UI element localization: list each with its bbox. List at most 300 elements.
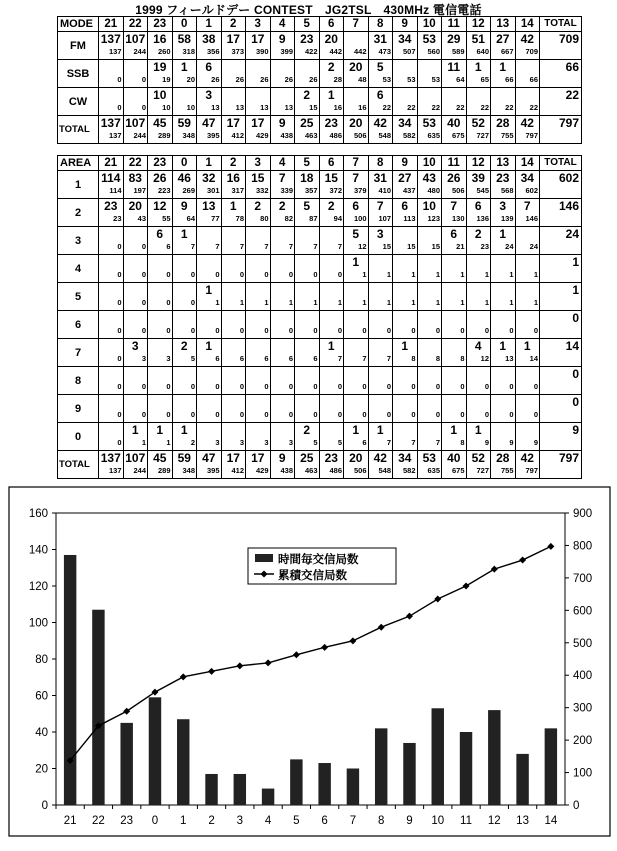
hour-cell <box>197 423 222 451</box>
total-header: TOTAL <box>540 156 582 171</box>
cumulative-value: 442 <box>353 47 367 56</box>
hour-cell <box>99 395 124 423</box>
hour-cell <box>197 339 222 367</box>
page-title: 1999 フィールドデー CONTEST JG2TSL 430MHz 電信電話 <box>135 3 482 17</box>
cumulative-value: 0 <box>386 326 391 335</box>
hour-cell <box>123 88 148 116</box>
hour-cell <box>197 283 222 311</box>
line-point <box>180 673 187 680</box>
hour-cell <box>246 171 271 199</box>
bar <box>262 789 274 805</box>
cumulative-value: 15 <box>382 242 391 251</box>
hourly-value <box>124 311 148 325</box>
cumulative-value: 1 <box>362 270 367 279</box>
cumulative-value: 0 <box>141 298 146 307</box>
hour-cell <box>368 339 393 367</box>
hour-cell <box>197 255 222 283</box>
row-label: TOTAL <box>58 116 99 144</box>
hourly-value: 2 <box>278 199 286 213</box>
hourly-value <box>271 423 295 437</box>
bar <box>205 774 217 805</box>
hourly-value: 5 <box>303 199 311 213</box>
row-total <box>540 32 582 60</box>
x-tick-label: 13 <box>516 815 529 827</box>
cumulative-value: 64 <box>186 214 195 223</box>
cumulative-value: 0 <box>460 410 465 419</box>
row-total <box>540 227 582 255</box>
cumulative-value: 727 <box>476 131 489 140</box>
hourly-value: 12 <box>153 199 167 213</box>
cumulative-value: 486 <box>329 466 342 475</box>
cumulative-value: 43 <box>137 214 146 223</box>
hourly-value: 83 <box>128 171 142 185</box>
cumulative-value: 568 <box>500 186 514 195</box>
hour-cell <box>368 367 393 395</box>
line-point <box>378 624 385 631</box>
cumulative-value: 13 <box>505 354 514 363</box>
hourly-value: 5 <box>376 60 384 74</box>
hourly-value: 42 <box>373 451 387 465</box>
hour-cell <box>515 199 540 227</box>
cumulative-value: 26 <box>235 75 244 84</box>
row-total-value: 9 <box>572 423 579 437</box>
hour-cell <box>393 32 418 60</box>
legend <box>248 548 396 584</box>
hour-cell <box>123 423 148 451</box>
cumulative-value: 1 <box>166 438 171 447</box>
cumulative-value: 289 <box>157 466 171 475</box>
hour-cell <box>246 423 271 451</box>
cumulative-value: 0 <box>141 326 146 335</box>
hour-cell <box>393 395 418 423</box>
hour-cell <box>246 451 271 479</box>
hour-cell <box>417 227 442 255</box>
cumulative-value: 473 <box>378 47 391 56</box>
cumulative-value: 506 <box>451 186 465 195</box>
hour-cell <box>221 255 246 283</box>
hourly-value: 9 <box>278 451 286 465</box>
cumulative-value: 48 <box>358 75 367 84</box>
hour-header: 11 <box>442 17 467 32</box>
cumulative-value: 429 <box>255 131 269 140</box>
hourly-value: 42 <box>520 116 534 130</box>
hourly-value <box>320 423 344 437</box>
hour-cell <box>442 32 467 60</box>
hour-cell <box>417 395 442 423</box>
hourly-value: 34 <box>398 116 412 130</box>
hourly-value <box>148 339 172 353</box>
hour-cell <box>442 199 467 227</box>
hourly-value: 23 <box>496 171 510 185</box>
x-tick-label: 9 <box>406 815 413 827</box>
cumulative-value: 2 <box>190 438 195 447</box>
hour-cell <box>515 32 540 60</box>
column-header: AREA <box>58 156 99 171</box>
cumulative-value: 7 <box>386 354 391 363</box>
hourly-value: 1 <box>376 423 384 437</box>
hour-cell <box>221 367 246 395</box>
hourly-value <box>491 88 515 102</box>
hour-cell <box>246 339 271 367</box>
cumulative-value: 412 <box>231 131 244 140</box>
cumulative-value: 1 <box>435 298 440 307</box>
cumulative-value: 480 <box>427 186 440 195</box>
table-row <box>58 283 582 311</box>
row-label: 3 <box>58 227 99 255</box>
hour-cell <box>221 116 246 144</box>
cumulative-value: 301 <box>206 186 220 195</box>
hour-header: 13 <box>491 156 516 171</box>
right-tick-label: 600 <box>573 605 593 618</box>
cumulative-value: 100 <box>353 214 367 223</box>
hour-cell <box>221 423 246 451</box>
row-total-value: 1 <box>572 283 579 297</box>
hour-cell <box>442 88 467 116</box>
hourly-value <box>442 367 466 381</box>
hourly-value <box>369 255 393 269</box>
hourly-value: 9 <box>278 32 286 46</box>
line-point <box>463 583 470 590</box>
hour-cell <box>319 88 344 116</box>
cumulative-value: 486 <box>329 131 342 140</box>
hour-cell <box>246 227 271 255</box>
hourly-value <box>369 395 393 409</box>
right-tick-label: 0 <box>573 800 580 812</box>
hourly-value <box>442 255 466 269</box>
cumulative-value: 269 <box>182 186 195 195</box>
hour-cell <box>466 60 491 88</box>
hour-cell <box>99 171 124 199</box>
hour-cell <box>393 199 418 227</box>
hourly-value <box>516 60 540 74</box>
hourly-value: 19 <box>153 60 167 74</box>
hourly-value: 1 <box>474 60 482 74</box>
hour-cell <box>491 339 516 367</box>
hourly-value <box>271 339 295 353</box>
table-row <box>58 199 582 227</box>
table-row <box>58 227 582 255</box>
cumulative-value: 26 <box>284 75 293 84</box>
hourly-value <box>295 339 319 353</box>
hourly-value: 6 <box>401 199 409 213</box>
cumulative-value: 94 <box>333 214 342 223</box>
cumulative-value: 0 <box>288 410 293 419</box>
hourly-value: 31 <box>373 171 387 185</box>
hourly-value <box>148 395 172 409</box>
cumulative-value: 1 <box>533 298 538 307</box>
row-label: 4 <box>58 255 99 283</box>
cumulative-value: 582 <box>402 466 416 475</box>
hourly-value <box>467 255 491 269</box>
hourly-value: 10 <box>153 88 167 102</box>
hour-cell <box>172 395 197 423</box>
cumulative-value: 357 <box>304 186 318 195</box>
right-tick-label: 800 <box>573 540 593 553</box>
hour-cell <box>221 227 246 255</box>
hour-cell <box>393 339 418 367</box>
cumulative-value: 506 <box>353 131 367 140</box>
cumulative-value: 26 <box>309 75 318 84</box>
bar <box>403 743 415 805</box>
cumulative-value: 0 <box>166 326 171 335</box>
row-label: 7 <box>58 339 99 367</box>
hourly-value <box>271 88 295 102</box>
row-total <box>540 311 582 339</box>
hour-cell <box>442 395 467 423</box>
cumulative-value: 0 <box>288 382 293 391</box>
hour-cell <box>417 311 442 339</box>
hour-cell <box>466 423 491 451</box>
hour-cell <box>442 283 467 311</box>
cumulative-value: 15 <box>309 103 318 112</box>
hour-cell <box>99 283 124 311</box>
row-total-value: 797 <box>558 116 579 130</box>
hour-cell <box>221 451 246 479</box>
hour-cell <box>172 283 197 311</box>
cumulative-value: 0 <box>264 410 269 419</box>
hour-cell <box>466 116 491 144</box>
hour-cell <box>221 171 246 199</box>
hourly-value <box>99 395 123 409</box>
cumulative-value: 0 <box>362 410 367 419</box>
cumulative-value: 0 <box>313 382 318 391</box>
row-label: 5 <box>58 283 99 311</box>
hour-cell <box>172 171 197 199</box>
hour-header: 1 <box>197 156 222 171</box>
cumulative-value: 438 <box>280 131 293 140</box>
hour-cell <box>221 283 246 311</box>
hourly-value <box>222 255 246 269</box>
cumulative-value: 0 <box>190 270 195 279</box>
hour-cell <box>197 311 222 339</box>
hour-cell <box>344 171 369 199</box>
hour-header: 8 <box>368 17 393 32</box>
cumulative-value: 545 <box>476 186 489 195</box>
x-tick-label: 6 <box>321 815 328 827</box>
cumulative-value: 64 <box>456 75 465 84</box>
hour-cell <box>221 199 246 227</box>
hourly-value: 25 <box>300 116 314 130</box>
cumulative-value: 6 <box>215 354 220 363</box>
hour-cell <box>442 255 467 283</box>
cumulative-value: 797 <box>525 466 538 475</box>
hour-cell <box>417 199 442 227</box>
hour-header: 23 <box>148 17 173 32</box>
hour-cell <box>295 395 320 423</box>
hour-cell <box>172 60 197 88</box>
hour-cell <box>197 367 222 395</box>
hourly-value <box>418 367 442 381</box>
cumulative-value: 13 <box>260 103 269 112</box>
row-total <box>540 199 582 227</box>
hour-cell <box>270 367 295 395</box>
hour-cell <box>148 60 173 88</box>
hourly-value <box>418 227 442 241</box>
hourly-value <box>222 367 246 381</box>
line-point <box>519 557 526 564</box>
hourly-value <box>173 395 197 409</box>
cumulative-value: 0 <box>141 75 146 84</box>
hour-header: 6 <box>319 156 344 171</box>
hour-header: 3 <box>246 156 271 171</box>
hourly-value: 32 <box>202 171 216 185</box>
hourly-value: 16 <box>153 32 167 46</box>
hour-cell <box>295 255 320 283</box>
hour-cell <box>368 199 393 227</box>
hourly-value: 2 <box>327 60 335 74</box>
hour-cell <box>123 451 148 479</box>
hour-cell <box>442 116 467 144</box>
hour-cell <box>270 199 295 227</box>
hourly-value <box>222 423 246 437</box>
hour-cell <box>295 367 320 395</box>
hour-cell <box>417 171 442 199</box>
hour-cell <box>295 171 320 199</box>
hourly-value: 6 <box>352 199 360 213</box>
hour-cell <box>172 451 197 479</box>
hourly-value: 1 <box>352 255 360 269</box>
hourly-value: 23 <box>300 32 314 46</box>
line-point <box>293 651 300 658</box>
hourly-value: 1 <box>499 227 507 241</box>
hourly-value: 1 <box>327 88 335 102</box>
hourly-value <box>467 283 491 297</box>
hour-cell <box>442 367 467 395</box>
hourly-value: 3 <box>131 339 139 353</box>
hourly-value: 137 <box>100 451 121 465</box>
row-total-value: 24 <box>565 227 579 241</box>
hourly-value <box>320 367 344 381</box>
cumulative-value: 16 <box>358 103 367 112</box>
cumulative-value: 136 <box>476 214 489 223</box>
hourly-value <box>271 227 295 241</box>
hour-cell <box>270 171 295 199</box>
hour-cell <box>491 311 516 339</box>
cumulative-value: 0 <box>166 382 171 391</box>
hourly-value <box>491 255 515 269</box>
hourly-value: 6 <box>205 60 213 74</box>
hour-header: 7 <box>344 156 369 171</box>
cumulative-value: 12 <box>358 242 367 251</box>
hourly-value <box>99 423 123 437</box>
cumulative-value: 0 <box>190 410 195 419</box>
legend-bar-label: 時間毎交信局数 <box>278 554 359 566</box>
hourly-value <box>320 255 344 269</box>
hour-cell <box>148 423 173 451</box>
cumulative-value: 0 <box>337 410 342 419</box>
cumulative-value: 548 <box>378 466 391 475</box>
hour-cell <box>393 451 418 479</box>
cumulative-value: 10 <box>162 103 171 112</box>
hourly-value <box>393 395 417 409</box>
hour-cell <box>393 255 418 283</box>
hourly-value: 1 <box>131 423 139 437</box>
cumulative-value: 0 <box>362 382 367 391</box>
cumulative-value: 0 <box>166 298 171 307</box>
hourly-value <box>246 60 270 74</box>
cumulative-value: 506 <box>353 466 367 475</box>
hourly-value <box>197 255 221 269</box>
hourly-value <box>295 311 319 325</box>
hourly-value <box>246 339 270 353</box>
bar <box>149 697 161 805</box>
hour-header: 14 <box>515 156 540 171</box>
hour-cell <box>197 116 222 144</box>
cumulative-value: 356 <box>206 47 220 56</box>
hourly-value: 20 <box>349 116 363 130</box>
left-tick-label: 20 <box>35 763 48 776</box>
hour-cell <box>491 451 516 479</box>
hour-header: 10 <box>417 156 442 171</box>
hour-cell <box>466 367 491 395</box>
cumulative-value: 8 <box>435 354 440 363</box>
hourly-value: 5 <box>352 227 360 241</box>
hour-cell <box>344 367 369 395</box>
hour-cell <box>270 32 295 60</box>
row-total <box>540 60 582 88</box>
hourly-value: 52 <box>471 451 485 465</box>
cumulative-value: 348 <box>182 466 195 475</box>
table-row <box>58 171 582 199</box>
hour-cell <box>99 116 124 144</box>
table-row <box>58 395 582 423</box>
cumulative-value: 1 <box>337 298 342 307</box>
hourly-value: 31 <box>373 32 387 46</box>
hour-cell <box>515 255 540 283</box>
hour-cell <box>466 339 491 367</box>
cumulative-value: 317 <box>231 186 244 195</box>
hour-cell <box>515 88 540 116</box>
right-tick-label: 400 <box>573 670 593 683</box>
cumulative-value: 137 <box>108 131 122 140</box>
hourly-value: 28 <box>496 116 510 130</box>
bar <box>488 710 500 805</box>
hour-cell <box>319 367 344 395</box>
hour-cell <box>344 32 369 60</box>
cumulative-value: 7 <box>435 438 440 447</box>
left-tick-label: 120 <box>28 581 48 593</box>
cumulative-value: 1 <box>460 298 465 307</box>
x-tick-label: 10 <box>431 815 445 827</box>
hour-cell <box>417 451 442 479</box>
hourly-value: 4 <box>474 339 482 353</box>
row-label: 2 <box>58 199 99 227</box>
hourly-value <box>271 60 295 74</box>
cumulative-value: 1 <box>264 298 269 307</box>
hourly-value: 1 <box>401 339 409 353</box>
hourly-value: 27 <box>496 32 510 46</box>
row-label: 8 <box>58 367 99 395</box>
hourly-value <box>124 395 148 409</box>
row-total-value: 709 <box>558 32 579 46</box>
hour-header: 11 <box>442 156 467 171</box>
hourly-value <box>344 32 368 46</box>
hour-cell <box>368 255 393 283</box>
legend-line-label: 累積交信局数 <box>278 570 347 582</box>
cumulative-value: 6 <box>239 354 244 363</box>
hour-cell <box>172 423 197 451</box>
x-tick-label: 21 <box>63 815 77 827</box>
hour-header: 4 <box>270 17 295 32</box>
hourly-value <box>516 255 540 269</box>
hour-cell <box>368 423 393 451</box>
hour-cell <box>99 311 124 339</box>
hourly-value <box>222 227 246 241</box>
hour-cell <box>368 395 393 423</box>
hour-cell <box>491 395 516 423</box>
cumulative-value: 548 <box>378 131 391 140</box>
hour-cell <box>270 283 295 311</box>
